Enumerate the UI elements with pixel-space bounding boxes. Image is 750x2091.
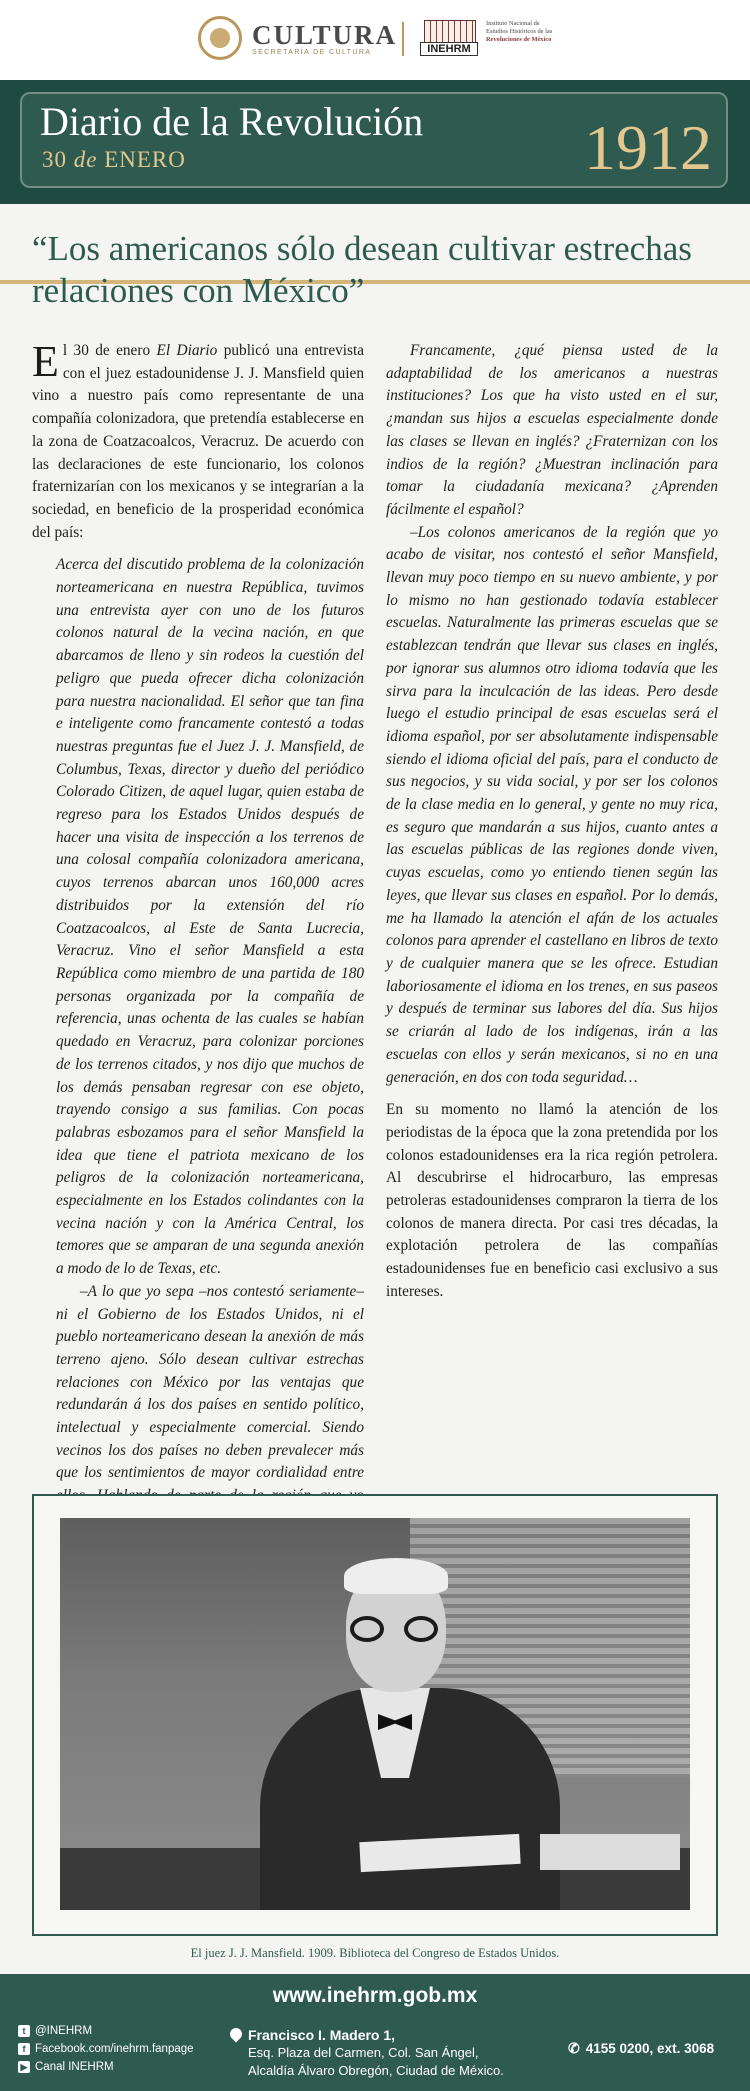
facebook-icon: f [18, 2043, 30, 2055]
footer [0, 1974, 750, 2091]
cultura-logo[interactable] [198, 16, 397, 60]
inehrm-label: INEHRM [420, 42, 478, 56]
interview-quote-1: Acerca del discutido problema de la colonización norteamericana en nuestra República, tuvimos una entrevista ayer con uno de los futuros colonos natural de la vecina nación, en que abarcamos de lleno y sin rodeos la cuestión del peligro que pueda ofrecer dicha colonización para nuestra nacionalidad. El señor que tan fina e inteligente como francamente contestó a todas nuestras preguntas fue el Juez J. J. Mansfield, de Columbus, Texas, director y dueño del periódico Colorado Citizen, de aquel lugar, quien estaba de regreso para los Estados Unidos después de hacer una visita de inspección a los terrenos de una colosal compañía colonizadora americana, cuyos terrenos abarcan unos 160,000 acres distribuidos por la extensión del río Coatzacoalcos, al Este de Santa Lucrecia, Veracruz. Vino el señor Mansfield a esta República como miembro de una partida de 180 personas organizada por la compañía de referencia, unas ochenta de las cuales se habían quedado en Veracruz, para colonizar porciones de los terrenos citados, y nos dijo que muchos de los demás pensaban regresar con ese objeto, trayendo consigo a sus familias. Con pocas palabras esbozamos para el señor Mansfield la idea que tiene el patriota mexicano de los peligros de la colonización norteamericana, especialmente en los Estados colindantes con la vecina nación y con la América Central, los temores que se amparan de una segunda anexión a modo de lo de Texas, etc. [56, 556, 364, 1278]
youtube-icon: ▶ [18, 2061, 30, 2073]
phone-icon: ✆ [568, 2040, 580, 2056]
title-banner [0, 80, 750, 204]
social-links [18, 2022, 194, 2076]
inehrm-fullname: Instituto Nacional de Estudios Históricos de las Revoluciones de México [486, 20, 553, 43]
cultura-name: CULTURA [252, 19, 398, 50]
social-link-youtube[interactable]: ▶ Canal INEHRM [18, 2058, 194, 2076]
article-column-right [386, 340, 718, 1304]
banner-date: 30 de ENERO [42, 147, 186, 172]
banner-year: 1912 [584, 112, 712, 183]
top-header [0, 0, 750, 80]
article-closing: En su momento no llamó la atención de los periodistas de la época que la zona pretendida por los colonos estadounidenses era la rica región petrolera. Al descubrirse el hidrocarburo, las empresas petroleras estadounidenses compraron la tierra de los colonos de manera directa. Por casi tres décadas, la explotación petrolera de las compañías estadounidenses fue en beneficio casi exclusivo a sus intereses. [386, 1101, 718, 1300]
address: Francisco I. Madero 1, Esq. Plaza del Carmen, Col. San Ángel, Alcaldía Álvaro Obregón, Ciudad de México. [248, 2026, 504, 2080]
page-title: Diario de la Revolución [40, 99, 424, 144]
website-link[interactable]: www.inehrm.gob.mx [272, 1984, 478, 2007]
interview-quote-2: –A lo que yo sepa –nos contestó seriamente– ni el Gobierno de los Estados Unidos, ni el pueblo norteamericano desean la anexión de más terreno ajeno. Sólo desean cultivar estrechas relaciones con México por las ventajas que redundarán á los dos países en sentido político, intelectual y especialmente comercial. Siendo vecinos los dos países no deben prevalecer más que los sentimientos de mayor cordialidad entre [56, 1282, 364, 1482]
photo-caption: El juez J. J. Mansfield. 1909. Biblioteca del Congreso de Estados Unidos. [190, 1946, 560, 1960]
drop-cap: E [32, 337, 59, 386]
building-icon [424, 20, 476, 44]
location-pin-icon [228, 2026, 245, 2043]
inehrm-logo[interactable] [420, 20, 552, 56]
social-link-facebook[interactable]: f Facebook.com/inehrm.fanpage [18, 2040, 194, 2058]
social-link-twitter[interactable]: t @INEHRM [18, 2022, 194, 2040]
phone-number[interactable]: ✆ 4155 0200, ext. 3068 [568, 2040, 715, 2056]
twitter-icon: t [18, 2025, 30, 2037]
interview-quote-4: Francamente, ¿qué piensa usted de la adaptabilidad de los americanos a nuestras instituciones? Los que ha visto usted en el sur, ¿mandan sus hijos a escuelas especialmente donde las clases se llevan en inglés? ¿Fraternizan con los indios de la región? ¿Muestran inclinación para tomar la ciudadanía mexicana? ¿Aprenden fácilmente el español? [386, 342, 718, 518]
cultura-subtitle: SECRETARÍA DE CULTURA [252, 48, 372, 56]
interview-quote-5: –Los colonos americanos de la región que yo acabo de visitar, nos contestó el señor Mansfield, llevan muy poco tiempo en su nuevo ambiente, y por lo mismo no han gestionado todavía establecer escuelas. Naturalmente las primeras escuelas que se establezcan tendrán que llevar sus clases en inglés, por ignorar sus alumnos otro idioma todavía que les sirva para la inculcación de las ideas. Pero desde luego el estudio principal de esas escuelas será el idioma español, por ser absolutamente indispensable siendo el idioma oficial del país, para el conducto de sus negocios, y su vida social, y por ser los colonos de la clase media en lo general, y gente no muy rica, es seguro que mandarán a sus hijos, cuanto antes a las escuelas públicas de las regiones donde viven, cuyas escuelas, como yo entiendo tienen según las leyes, que llevar sus clases en español. Por lo demás, me ha llamado la atención el afán de los actuales colonos para aprender el castellano en libros de texto y de cualquier manera que se les ofrece. Estudian laboriosamente el idioma en los trenes, en sus paseos y después de terminar sus labores del día. Sus hijos se criarán al lado de los indígenas, irán a las escuelas con ellos y serán mexicanos, si no en una generación, en dos con toda seguridad… [386, 523, 718, 1086]
mansfield-portrait-photo [60, 1518, 690, 1910]
article-intro: El 30 de enero El Diario publicó una entrevista con el juez estadounidense J. J. Mansfield quien vino a nuestro país como representante de una compañía colonizadora, que pretendía establecerse en la zona de Coatzacoalcos, Veracruz. De acuerdo con las declaraciones de este funcionario, los colonos fraternizarían con los mexicanos y se integrarían a la sociedad, en beneficio de la prosperidad económica del país: [32, 337, 365, 541]
national-emblem-icon [198, 16, 242, 60]
article-headline: “Los americanos sólo desean cultivar estrechas relaciones con México” [32, 229, 692, 310]
logo-divider [402, 22, 404, 56]
photo-frame [32, 1494, 718, 1936]
